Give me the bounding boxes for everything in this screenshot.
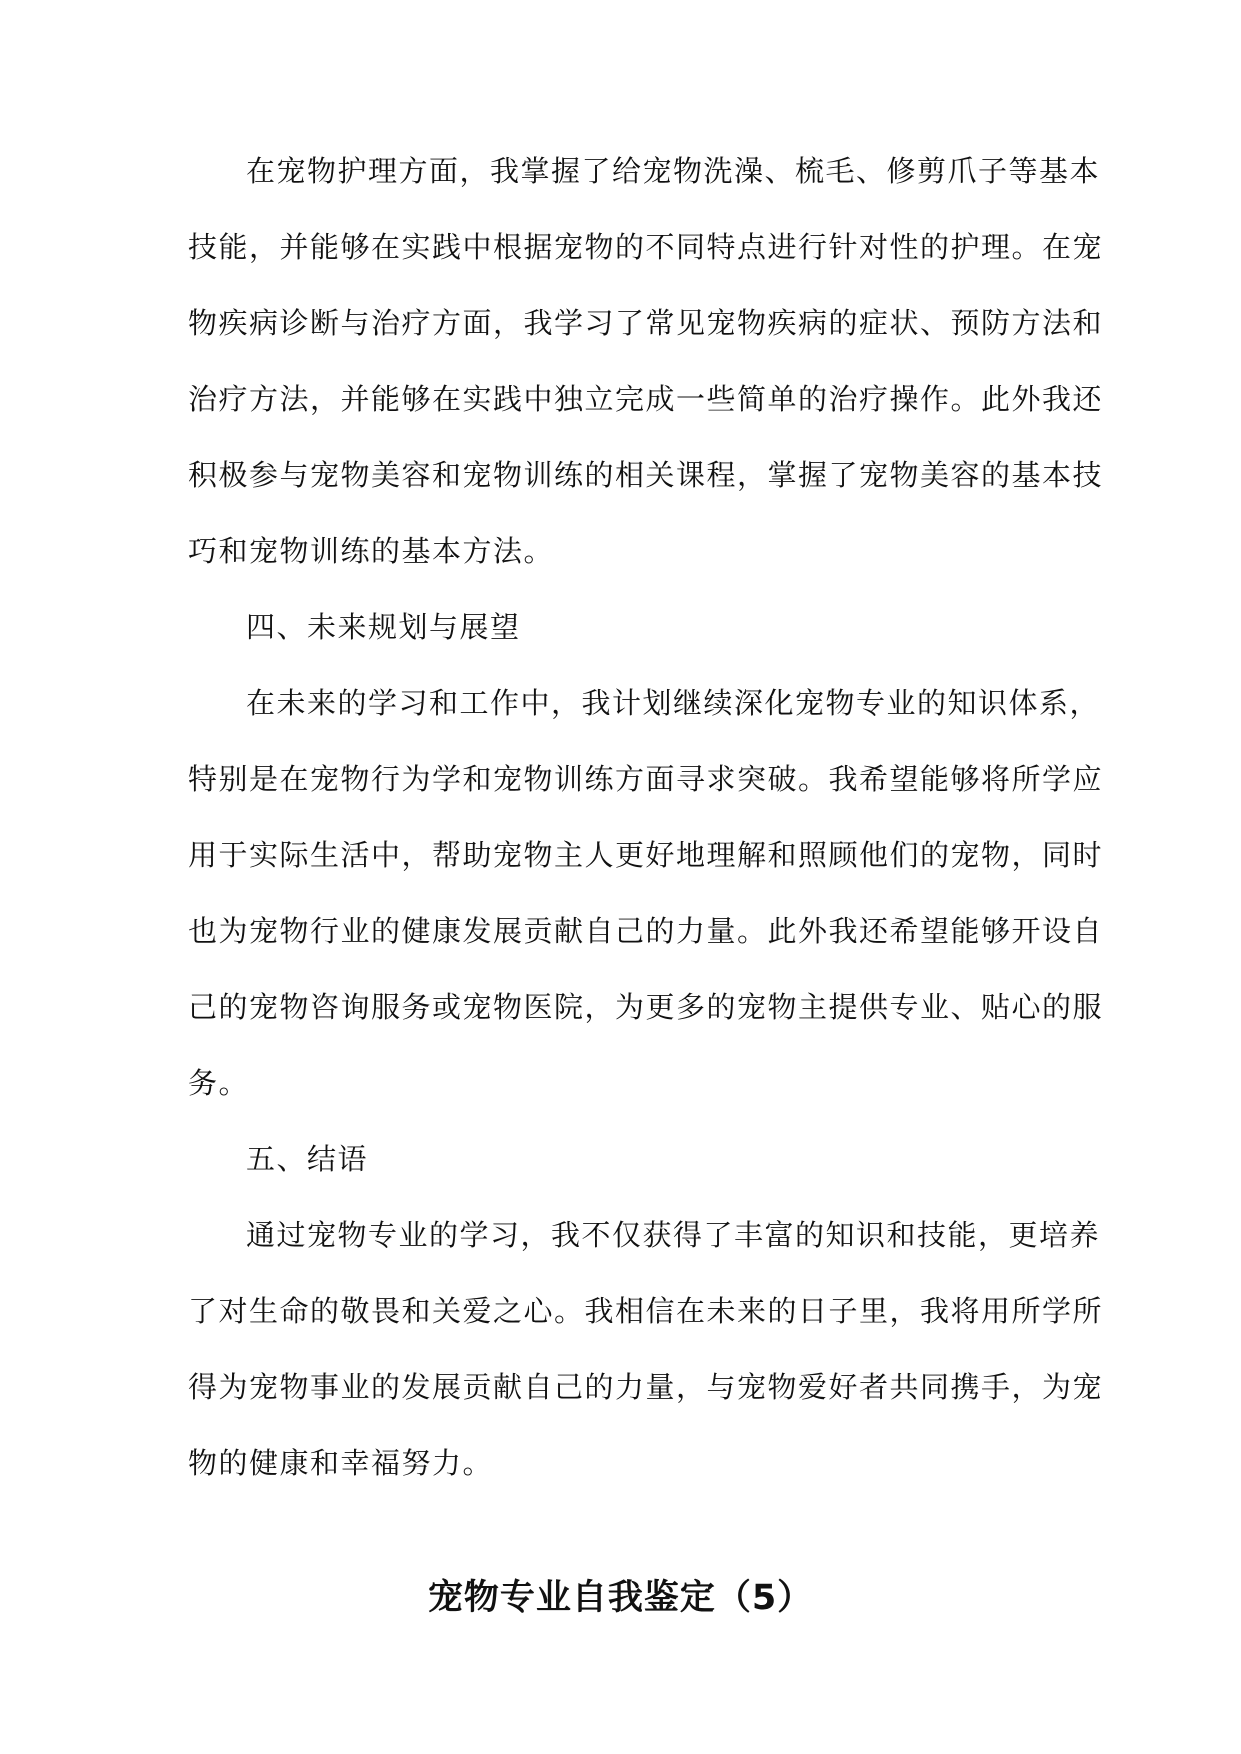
paragraph-line: 积极参与宠物美容和宠物训练的相关课程，掌握了宠物美容的基本技	[188, 458, 1104, 492]
paragraph-line: 技能，并能够在实践中根据宠物的不同特点进行针对性的护理。在宠	[188, 230, 1104, 264]
paragraph-line: 巧和宠物训练的基本方法。	[188, 534, 555, 568]
paragraph-line: 也为宠物行业的健康发展贡献自己的力量。此外我还希望能够开设自	[188, 914, 1104, 948]
paragraph-line: 通过宠物专业的学习，我不仅获得了丰富的知识和技能，更培养	[246, 1218, 1101, 1252]
paragraph-line: 务。	[188, 1066, 250, 1100]
paragraph-line: 在未来的学习和工作中，我计划继续深化宠物专业的知识体系，	[246, 686, 1101, 720]
section-heading: 五、结语	[246, 1142, 369, 1176]
paragraph-line: 物的健康和幸福努力。	[188, 1446, 494, 1480]
paragraph-line: 用于实际生活中，帮助宠物主人更好地理解和照顾他们的宠物，同时	[188, 838, 1104, 872]
paragraph-line: 己的宠物咨询服务或宠物医院，为更多的宠物主提供专业、贴心的服	[188, 990, 1104, 1024]
section-title: 宠物专业自我鉴定（5）	[427, 1578, 814, 1618]
paragraph-line: 得为宠物事业的发展贡献自己的力量，与宠物爱好者共同携手，为宠	[188, 1370, 1104, 1404]
paragraph-line: 特别是在宠物行为学和宠物训练方面寻求突破。我希望能够将所学应	[188, 762, 1104, 796]
paragraph-line: 了对生命的敬畏和关爱之心。我相信在未来的日子里，我将用所学所	[188, 1294, 1104, 1328]
paragraph-line: 在宠物护理方面，我掌握了给宠物洗澡、梳毛、修剪爪子等基本	[246, 154, 1101, 188]
section-heading: 四、未来规划与展望	[246, 610, 521, 644]
paragraph-line: 治疗方法，并能够在实践中独立完成一些简单的治疗操作。此外我还	[188, 382, 1104, 416]
paragraph-line: 物疾病诊断与治疗方面，我学习了常见宠物疾病的症状、预防方法和	[188, 306, 1104, 340]
